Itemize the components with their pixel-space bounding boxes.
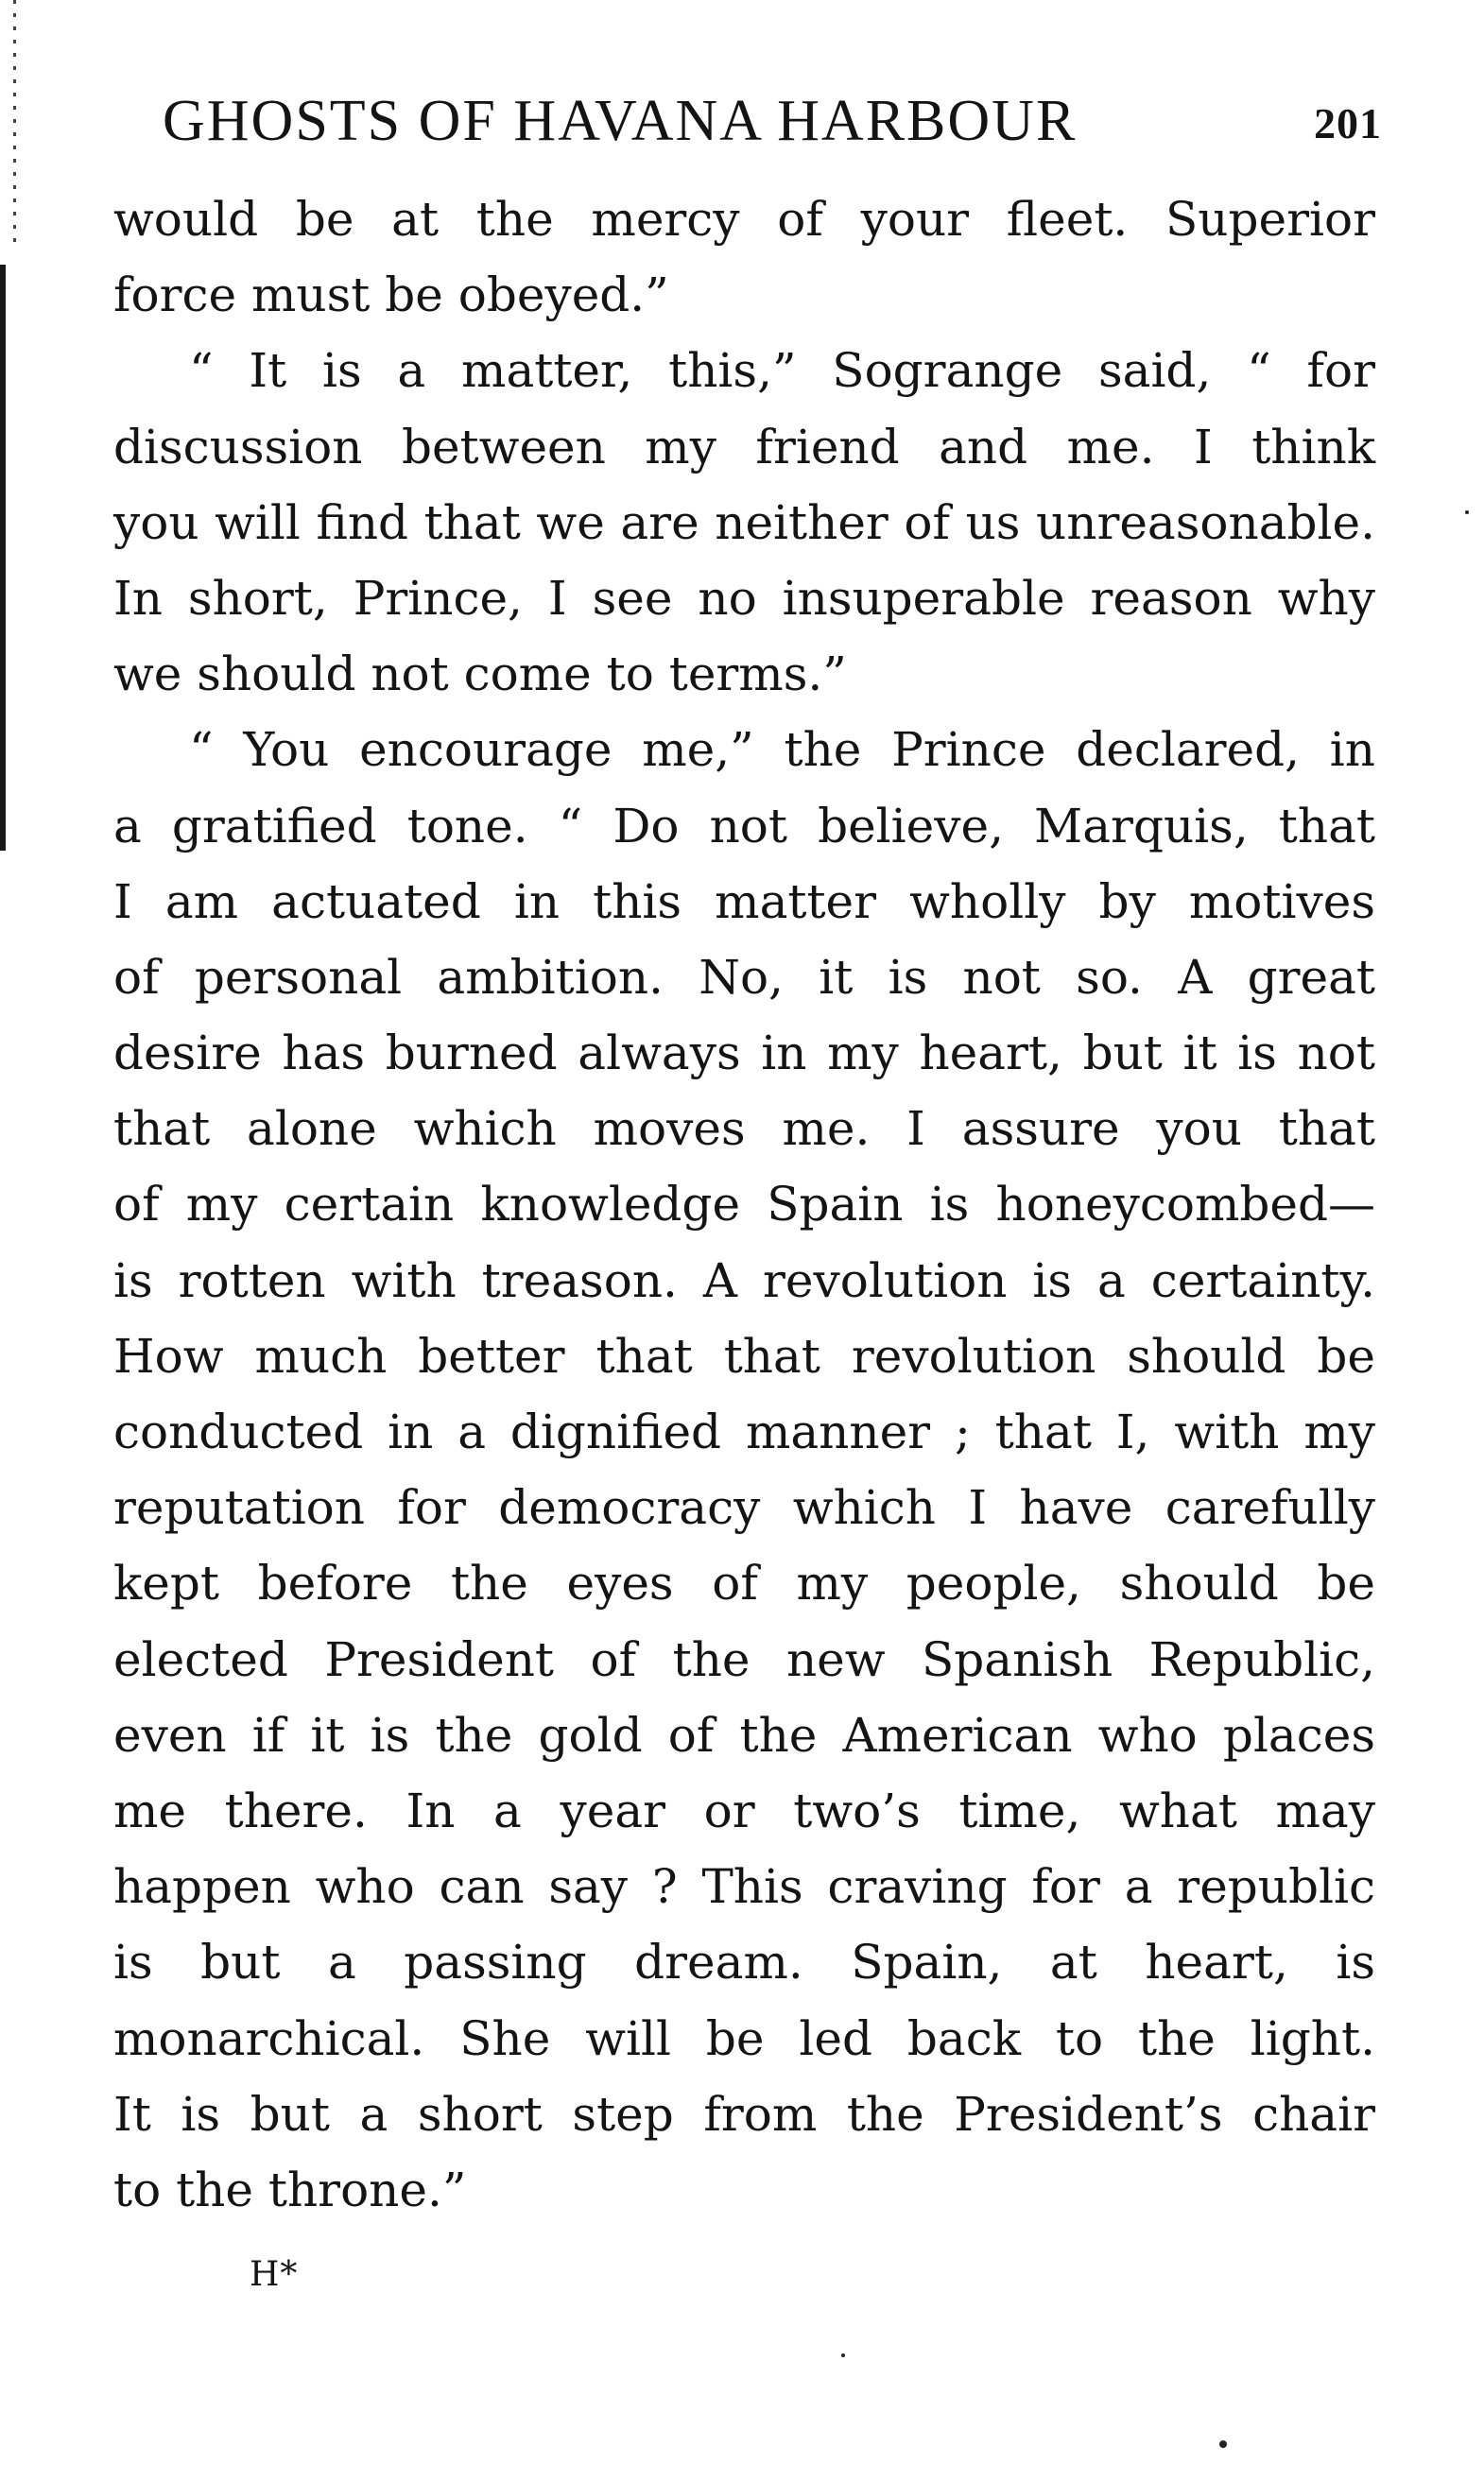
text-line: I am actuated in this matter wholly by motives [113,873,1375,929]
text-line: discussion between my friend and me. I think [113,419,1375,474]
text-line: me there. In a year or two’s time, what may [113,1783,1375,1838]
text-line: is rotten with treason. A revolution is a certainty. [113,1252,1375,1308]
text-line: that alone which moves me. I assure you that [113,1101,1375,1157]
text-line: we should not come to terms.” [113,646,847,702]
scan-edge-dots [13,0,16,246]
scan-edge-mark [0,265,6,851]
text-line: desire has burned always in my heart, but it is not [113,1026,1375,1081]
text-line: you will find that we are neither of us unreasonable. [113,494,1375,550]
text-line: a gratified tone. “ Do not believe, Marquis, that [113,798,1375,853]
text-line: “ It is a matter, this,” Sogrange said, “ for [189,343,1375,399]
text-line: to the throne.” [113,2162,467,2217]
text-line: It is but a short step from the President’s chair [113,2086,1375,2142]
body-text [113,181,1375,2228]
text-line: elected President of the new Spanish Republic, [113,1631,1375,1687]
text-line: is but a passing dream. Spain, at heart, is [113,1935,1375,1991]
text-line: happen who can say ? This craving for a republic [113,1859,1375,1915]
running-title: GHOSTS OF HAVANA HARBOUR [163,89,1078,153]
page-header [163,83,1382,159]
text-line: would be at the mercy of your fleet. Superior [113,192,1375,247]
text-line: of personal ambition. No, it is not so. A great [113,949,1375,1005]
signature-mark: H* [250,2255,299,2294]
scan-speck [1465,510,1469,514]
text-line: even if it is the gold of the American who places [113,1707,1375,1763]
text-line: kept before the eyes of my people, should be [113,1556,1375,1612]
page-number: 201 [1314,99,1382,147]
text-line: “ You encourage me,” the Prince declared, in [189,722,1375,778]
text-line: monarchical. She will be led back to the light. [113,2010,1375,2066]
text-line: How much better that that revolution should be [113,1328,1375,1384]
text-line: of my certain knowledge Spain is honeycombed— [113,1177,1375,1232]
text-line: force must be obeyed.” [113,267,669,323]
text-line: conducted in a dignified manner ; that I, with my [113,1405,1375,1459]
text-line: reputation for democracy which I have carefully [113,1480,1375,1536]
scan-speck [841,2353,845,2357]
text-line: In short, Prince, I see no insuperable reason why [113,570,1375,626]
scan-speck [1219,2440,1227,2448]
